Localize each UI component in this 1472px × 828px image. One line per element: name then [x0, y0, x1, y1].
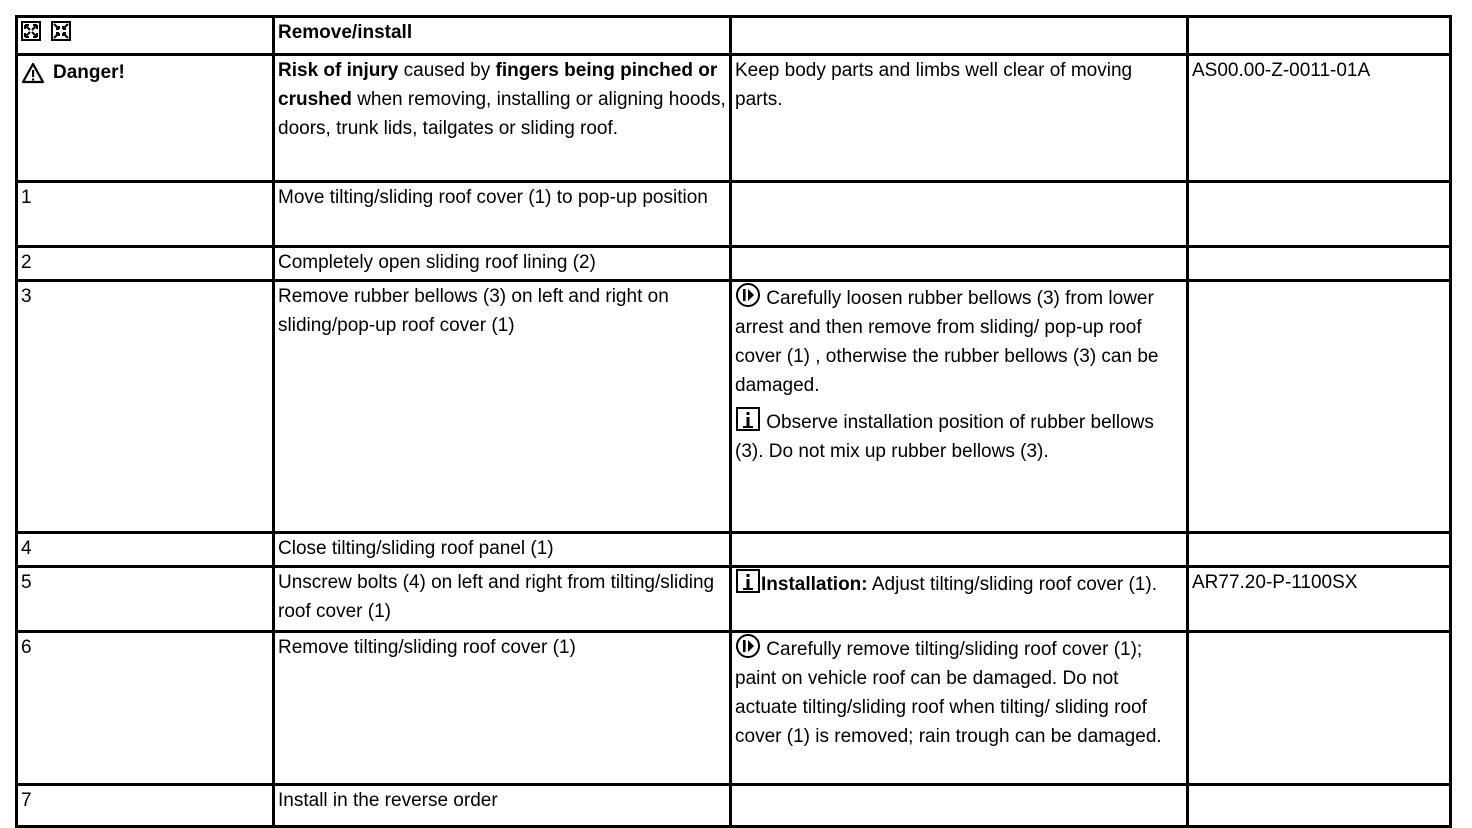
step-text: Remove rubber bellows (3) on left and right on sliding/pop-up roof cover (1): [274, 281, 731, 533]
step-number: 3: [17, 281, 274, 533]
step-notes-cell: [731, 567, 1188, 632]
header-empty-3: [731, 17, 1188, 55]
step-row: [17, 182, 1451, 247]
risk-bold: Risk of injury: [278, 60, 399, 81]
warning-triangle-icon: [21, 62, 45, 84]
caution-icon: [735, 633, 761, 659]
note-text: Carefully remove tilting/sliding roof cover (1); paint on vehicle roof can be damaged. Do not actuate tilting/sliding roof when tilting/ sliding roof cover (1) is removed; rain trough can be damaged.: [735, 639, 1162, 747]
step-text: Close tilting/sliding roof panel (1): [274, 533, 731, 567]
risk-mid: caused by: [398, 60, 496, 81]
step-notes-cell: [731, 785, 1188, 827]
step-notes-cell: [731, 632, 1188, 785]
info-icon: [735, 406, 761, 432]
step-note: [735, 406, 1183, 466]
step-text: Completely open sliding roof lining (2): [274, 247, 731, 281]
step-notes-cell: [731, 182, 1188, 247]
step-ref-link: [1188, 632, 1451, 785]
step-text: Move tilting/sliding roof cover (1) to pop-up position: [274, 182, 731, 247]
caution-icon: [735, 282, 761, 308]
step-ref-link: [1188, 182, 1451, 247]
step-row: [17, 247, 1451, 281]
page-title: Remove/install: [274, 17, 731, 55]
info-icon: [735, 568, 761, 594]
danger-measure: Keep body parts and limbs well clear of moving parts.: [731, 55, 1188, 182]
danger-risk-cell: [274, 55, 731, 182]
step-notes-cell: [731, 247, 1188, 281]
header-icons-cell: [17, 17, 274, 55]
danger-cell: [17, 55, 274, 182]
header-row: [17, 17, 1451, 55]
expand-icon[interactable]: [21, 21, 41, 41]
danger-label: Danger!: [53, 62, 125, 83]
danger-row: [17, 55, 1451, 182]
step-number: 4: [17, 533, 274, 567]
risk-bold2: fingers being pinched or crushed: [278, 60, 718, 110]
step-row: [17, 281, 1451, 533]
step-number: 6: [17, 632, 274, 785]
step-ref-link: [1188, 247, 1451, 281]
step-row: [17, 533, 1451, 567]
note-text: Adjust tilting/sliding roof cover (1).: [867, 574, 1157, 595]
step-row: [17, 632, 1451, 785]
risk-rest: when removing, installing or aligning hoods, doors, trunk lids, tailgates or sliding roof.: [278, 89, 726, 139]
step-note: [735, 633, 1183, 751]
step-ref-link: [1188, 785, 1451, 827]
step-number: 1: [17, 182, 274, 247]
note-text: Observe installation position of rubber bellows (3). Do not mix up rubber bellows (3).: [735, 412, 1154, 462]
step-row: [17, 785, 1451, 827]
step-text: Install in the reverse order: [274, 785, 731, 827]
step-ref-link: [1188, 281, 1451, 533]
step-note: [735, 568, 1183, 599]
step-notes-cell: [731, 281, 1188, 533]
note-text: Carefully loosen rubber bellows (3) from lower arrest and then remove from sliding/ pop-up roof cover (1) , otherwise the rubber bellows (3) can be damaged.: [735, 288, 1159, 396]
danger-ref-link[interactable]: AS00.00-Z-0011-01A: [1188, 55, 1451, 182]
step-notes-cell: [731, 533, 1188, 567]
step-number: 7: [17, 785, 274, 827]
step-ref-link[interactable]: AR77.20-P-1100SX: [1188, 567, 1451, 632]
step-ref-link: [1188, 533, 1451, 567]
step-row: [17, 567, 1451, 632]
step-number: 2: [17, 247, 274, 281]
step-number: 5: [17, 567, 274, 632]
procedure-table: [15, 15, 1452, 828]
step-text: Remove tilting/sliding roof cover (1): [274, 632, 731, 785]
note-bold: Installation:: [761, 574, 868, 595]
step-note: [735, 282, 1183, 400]
header-empty-4: [1188, 17, 1451, 55]
collapse-icon[interactable]: [51, 21, 71, 41]
step-text: Unscrew bolts (4) on left and right from tilting/sliding roof cover (1): [274, 567, 731, 632]
